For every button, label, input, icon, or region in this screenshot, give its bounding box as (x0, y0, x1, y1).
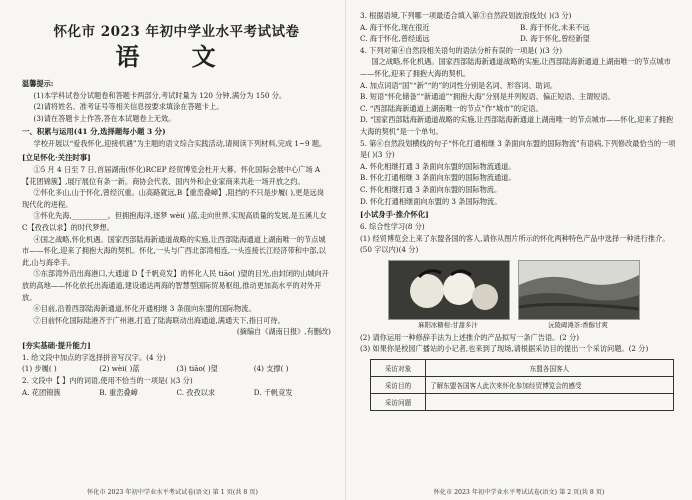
option: D. 海于怀化,曾经新望 (520, 34, 590, 44)
table-row (371, 377, 674, 394)
product-photos (388, 260, 680, 330)
table-cell: 采访目的 (371, 377, 426, 394)
table-cell: 采访问题 (371, 394, 426, 411)
answer-cell[interactable] (426, 394, 674, 411)
option: A. 加点词语“国”“新”“的”的词性分别是名词、形容词、助词。 (360, 80, 558, 90)
option: C. 海于怀化,曾经遥远 (360, 34, 430, 44)
question-6-1: (1) 经贸博览会上来了东盟各国的客人,请你从图片所示的怀化两种特色产品中选择一种进行推介。(50 字以内)(4 分) (360, 233, 670, 255)
photo-caption: 麻阳冰糖柑:甘甜多汁 (418, 320, 478, 329)
option: (3) tiāo( )望 (176, 364, 218, 374)
interview-table (370, 359, 674, 411)
passage-paragraph: ②怀化多山,山于怀化,曾经沉重。山高路就远,B【重峦叠嶂】,阻挡的不只是步履( ),更是远岗现代化的进程。 (22, 188, 325, 209)
option: B. 重峦叠嶂 (99, 387, 138, 397)
option: A. 海于怀化,现在很近 (360, 22, 430, 32)
passage-paragraph: ⑦目前怀化国际陆港齐于广州港,打造了陆海联动出海通道,满通天下,指日可待。 (33, 315, 285, 325)
page-footer: 怀化市 2023 年初中学业水平考试试卷(语文) 第 1 页(共 8 页) (87, 489, 258, 496)
passage-paragraph: ③怀化先海,__________。但拥抱海洋,逐梦 wèi( )蓝,走向世界,实现高质量的发展,是五溪儿女 C【孜孜以求】的时代梦想。 (22, 211, 327, 232)
table-cell: 东盟各国客人 (426, 360, 674, 377)
question-2-options (22, 387, 331, 399)
option: A. 花团锦簇 (22, 387, 61, 397)
option: A. 怀化相继打通 3 条面向东盟的国际物流通道。 (360, 161, 516, 171)
passage-source: (摘编自《湖南日报》,有删改) (236, 327, 331, 337)
subject-title: 语 文 (115, 42, 238, 71)
question-4-quote: 国之战略,怀化机遇。国家西部陆海新通道战略的实施,让西部陆海新通道上湖南唯一的节点城市——怀化,迎来了拥抱大海的契机。 (360, 57, 671, 78)
option: (4) 支撑( ) (253, 364, 289, 374)
photo-caption: 沅陵碣滩茶:香醇甘爽 (548, 320, 608, 329)
page-right (346, 0, 692, 500)
passage-paragraph: ①5 月 4 日至 7 日,首届湖南(怀化)RCEP 经贸博览会杜开大幕。怀化国际会展中心广场 A【花团锦簇】,展厅展位有条一新。商协会代表、国内外和企业家商来共赴一场开放之约。 (22, 164, 321, 186)
option: B. 海于怀化,未来不远 (520, 22, 590, 32)
section-heading: 一、积累与运用(41 分,选择题每小题 3 分) (22, 127, 166, 137)
question-3: 3. 根据语境,下列哪一项最适合填入第③自然段划波浪线处( )(3 分) (360, 11, 572, 20)
table-cell: 了解东盟各国客人此次来怀化参加经贸博览会的感受 (426, 377, 674, 394)
passage-paragraph: ⑥目前,沿着西部陆海新通道,怀化开通相继 3 条面向东盟的国际物流。 (33, 304, 256, 314)
question-1: 1. 给文段中加点的字选择拼音写汉字。(4 分) (22, 352, 166, 362)
exam-title: 怀化市 2023 年初中学业水平考试试卷 (53, 24, 300, 40)
option: B. 短语“怀化储备”“新通道”“拥抱大海”分别是并列短语、偏正短语、主谓短语。 (360, 92, 615, 102)
question-3-options (360, 22, 680, 45)
option: (2) wèi( )蓝 (99, 364, 140, 374)
tip-item: (2)请将姓名、准考证号等相关信息按要求填涂在答题卡上。 (33, 102, 224, 112)
option: C. 孜孜以求 (176, 387, 216, 397)
question-4: 4. 下列对第④自然段相关语句的语法分析有误的一项是( )(3 分) (360, 45, 563, 55)
option: B. 怀化打通相继 3 条面向东盟的国际物流通道。 (360, 173, 516, 183)
tips-heading: 温馨提示: (22, 79, 54, 88)
page-footer: 怀化市 2023 年初中学业水平考试试卷(语文) 第 2 页(共 8 页) (433, 489, 605, 496)
option: C. 怀化相继打通 3 条面向东盟的国际物流。 (360, 184, 502, 194)
section-intro: 学校开展以“爱我怀化,迎接机遇”为主题的语文综合实践活动,请阅读下列材料,完成 1~9 题。 (33, 139, 327, 149)
table-row (371, 360, 674, 377)
question-6: 6. 综合性学习(8 分) (360, 222, 425, 232)
question-1-options (22, 363, 331, 375)
option: D. 怀化打通相继面向东盟的 3 条国际物流。 (360, 196, 502, 206)
table-row (371, 394, 674, 411)
tip-item: (1)本学科试卷分试题卷和答题卡两部分,考试时量为 120 分钟,满分为 150 分。 (33, 90, 287, 100)
question-6-2: (2) 请你运用一种修辞手法为上述推介的产品拟写一条广告语。(2 分) (360, 332, 579, 342)
question-6-3: (3) 如果你是校园广播站的小记者,也来到了现场,请根据采访目的提出一个采访问题。(2 分) (360, 344, 649, 354)
photo-tea (518, 260, 638, 330)
tea-image (518, 260, 640, 320)
subsection-heading: [夯实基础·提升能力] (22, 340, 91, 350)
photo-citrus (388, 260, 508, 330)
passage-paragraph: ④国之战略,怀化机遇。国家西部陆海新通道战略的实施,让西部陆海通道上湖南唯一的节点城市——怀化,迎来了拥抱大海的契机。怀化,一头与广西北部湾相连,一头连接长江经济带和中部,以此,山与海牵手。 (22, 234, 326, 267)
question-2: 2. 文段中【 】内的词语,使用不恰当的一项是( )(3 分) (22, 376, 193, 386)
question-5: 5. 第⑥自然段划横线的句子“怀化打通相继 3 条面向东盟的国际物流”有语病,下列修改最恰当的一项是( )(3 分) (360, 138, 676, 160)
option: C. “西部陆海新通道上湖南唯一的节点”作“城市”的定语。 (360, 103, 543, 113)
citrus-image (388, 260, 510, 320)
passage-paragraph: ⑤东部湾外沿出海港口,大通道 D【千帆竞发】的怀化人民 tiāo( )望的目光,由封闭的山城向开放的高地——怀化依托出海通道,建设通达两海的智慧型国际贸易枢纽,推动更加高水平的对外开放。 (22, 269, 329, 302)
tip-item: (3)请在答题卡上作答,答在本试题卷上无效。 (33, 113, 176, 123)
subsection-heading: [小试身手·推介怀化] (360, 210, 429, 220)
option: D. 千帆竞发 (253, 387, 293, 397)
option: D. “国家西部陆海新通道战略的实施,让西部陆海新通道上湖南唯一的节点城市——怀化,迎来了拥抱大海的契机”是一个单句。 (360, 115, 674, 136)
subsection-heading: [立足怀化·关注时事] (22, 152, 91, 162)
table-cell: 采访对象 (371, 360, 426, 377)
option: (1) 步履( ) (22, 364, 57, 374)
